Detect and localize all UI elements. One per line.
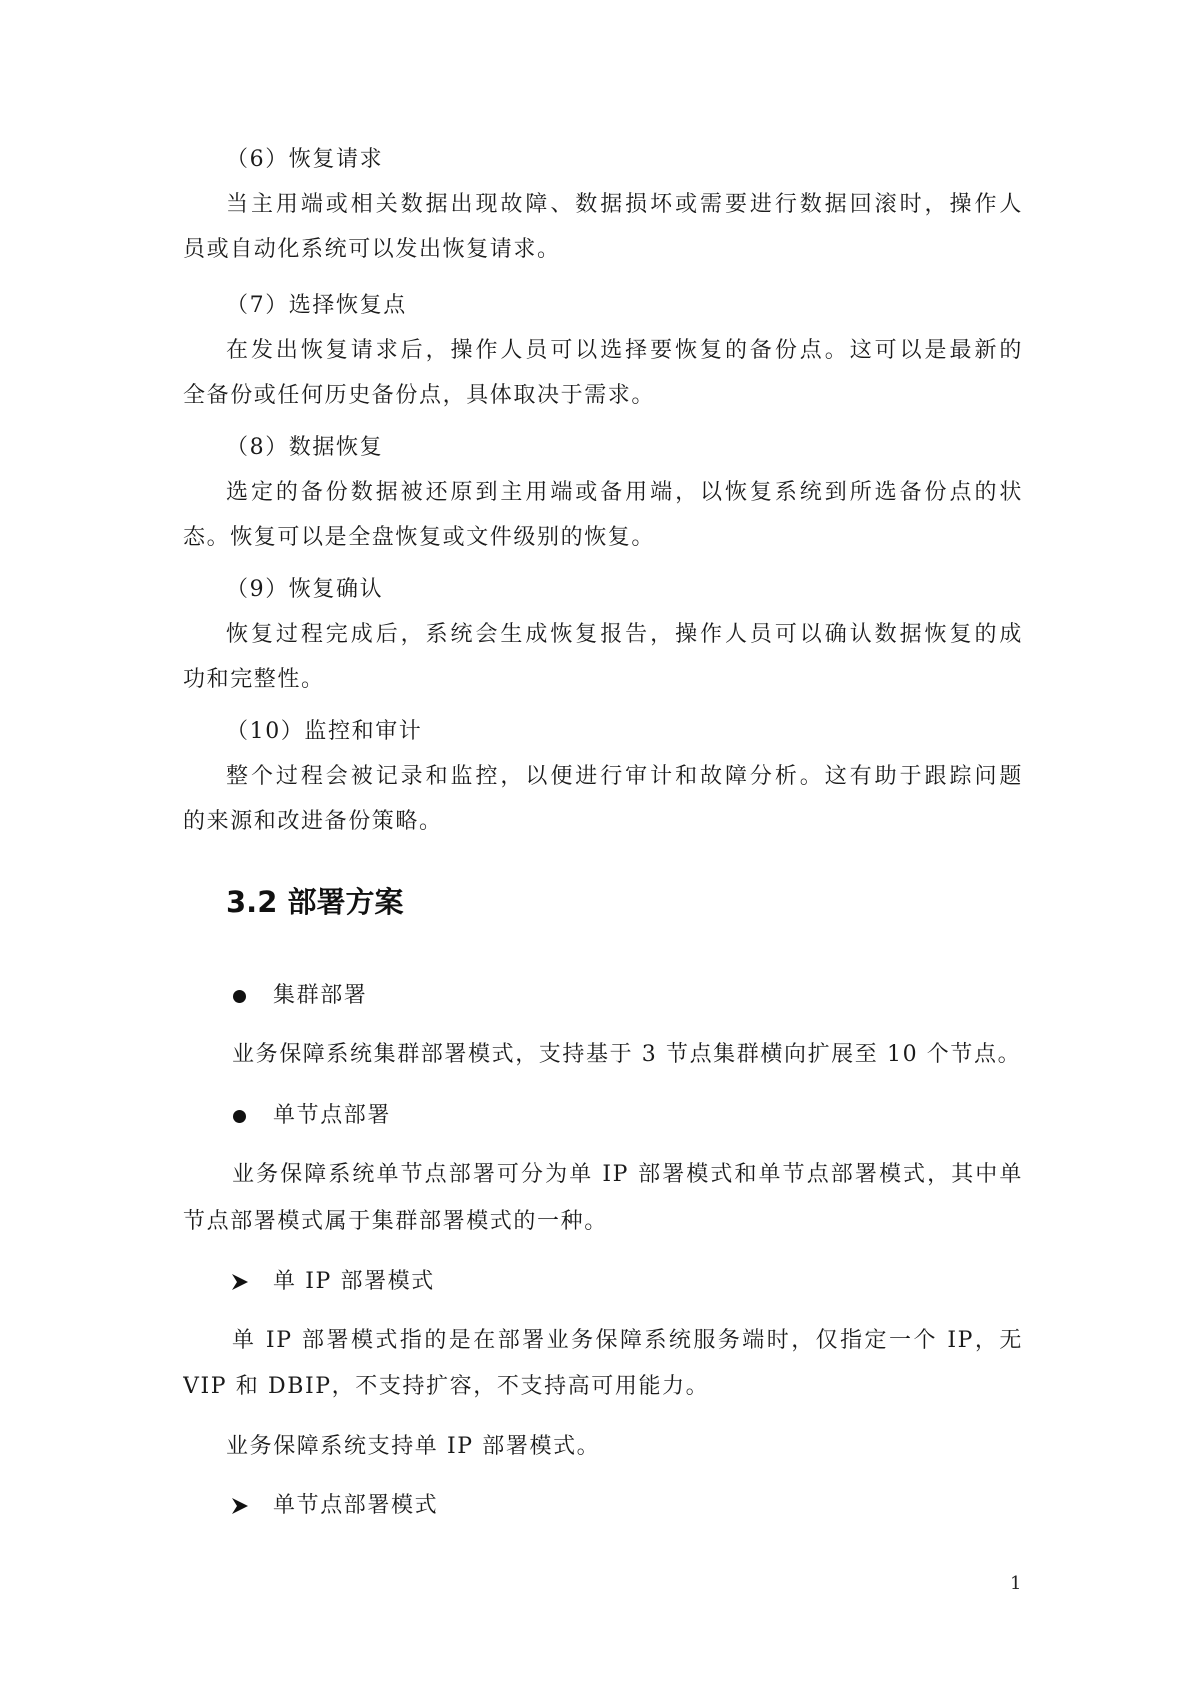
step-10-paragraph-line-1: 整个过程会被记录和监控，以便进行审计和故障分析。这有助于跟踪问题	[226, 764, 1023, 789]
step-7-paragraph-line-1: 在发出恢复请求后，操作人员可以选择要恢复的备份点。这可以是最新的	[226, 338, 1023, 363]
single-node-paragraph-line-1: 业务保障系统单节点部署可分为单 IP 部署模式和单节点部署模式，其中单	[232, 1162, 1023, 1187]
section-heading: 3.2 部署方案	[226, 885, 404, 919]
step-9-paragraph-line-2: 功和完整性。	[183, 667, 325, 692]
step-6-heading: （6）恢复请求	[226, 147, 384, 172]
step-10-paragraph-line-2: 的来源和改进备份策略。	[183, 809, 443, 834]
step-6-paragraph-line-1: 当主用端或相关数据出现故障、数据损坏或需要进行数据回滚时，操作人	[226, 192, 1023, 217]
step-10-heading: （10）监控和审计	[226, 719, 423, 744]
cluster-deployment-paragraph: 业务保障系统集群部署模式，支持基于 3 节点集群横向扩展至 10 个节点。	[232, 1042, 1022, 1067]
single-node-deployment-title: 单节点部署	[273, 1103, 392, 1128]
arrow-bullet-icon	[230, 1272, 250, 1292]
step-7-heading: （7）选择恢复点	[226, 293, 407, 318]
bullet-dot-icon	[233, 1110, 246, 1123]
bullet-dot-icon	[233, 990, 246, 1003]
step-9-heading: （9）恢复确认	[226, 577, 384, 602]
single-ip-paragraph-line-1: 单 IP 部署模式指的是在部署业务保障系统服务端时，仅指定一个 IP，无	[232, 1328, 1023, 1353]
single-ip-paragraph-line-2: VIP 和 DBIP，不支持扩容，不支持高可用能力。	[183, 1374, 710, 1399]
single-node-paragraph-line-2: 节点部署模式属于集群部署模式的一种。	[183, 1209, 608, 1234]
step-6-paragraph-line-2: 员或自动化系统可以发出恢复请求。	[183, 237, 561, 262]
page-number: 1	[1010, 1573, 1022, 1594]
arrow-bullet-icon	[230, 1496, 250, 1516]
cluster-deployment-title: 集群部署	[273, 983, 368, 1008]
step-8-paragraph-line-1: 选定的备份数据被还原到主用端或备用端，以恢复系统到所选备份点的状	[226, 480, 1023, 505]
single-node-mode-title: 单节点部署模式	[273, 1493, 439, 1518]
step-8-heading: （8）数据恢复	[226, 435, 384, 460]
single-ip-support-note: 业务保障系统支持单 IP 部署模式。	[226, 1434, 601, 1459]
step-9-paragraph-line-1: 恢复过程完成后，系统会生成恢复报告，操作人员可以确认数据恢复的成	[226, 622, 1023, 647]
single-ip-mode-title: 单 IP 部署模式	[273, 1269, 435, 1294]
step-7-paragraph-line-2: 全备份或任何历史备份点，具体取决于需求。	[183, 383, 656, 408]
step-8-paragraph-line-2: 态。恢复可以是全盘恢复或文件级别的恢复。	[183, 525, 656, 550]
